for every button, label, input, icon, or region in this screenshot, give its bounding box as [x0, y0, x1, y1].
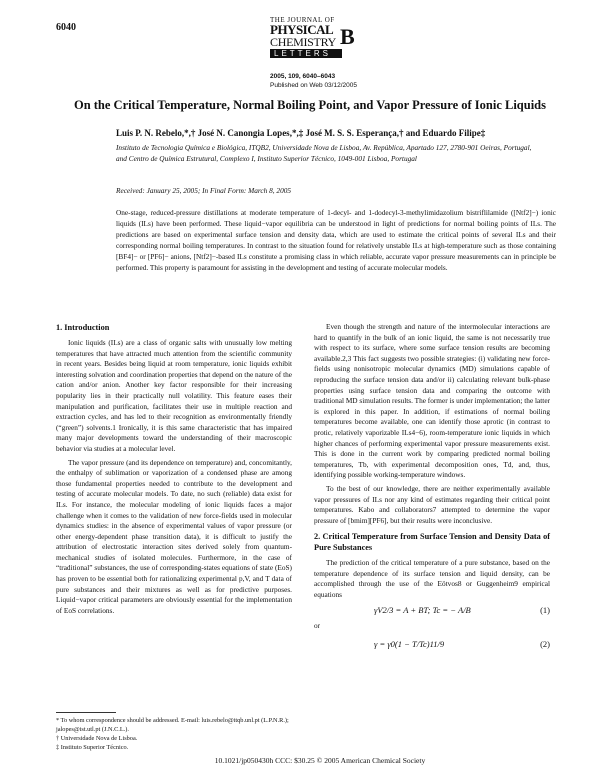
- footnote-corresponding: * To whom correspondence should be addressed. E-mail: luis.rebelo@itqb.unl.pt (L.P.N.R.); jalopes@ist.utl.pt (J.N.C.L.).: [56, 717, 289, 733]
- footnote-divider: [56, 712, 116, 713]
- publication-info: [270, 72, 357, 90]
- affiliation: Instituto de Tecnologia Química e Biológica, ITQB2, Universidade Nova de Lisboa, Av. República, Apartado 127, 2780-901 Oeiras, Portugal, and Centro de Química Estrutural, Complexo I, Instituto Superior Técnico, 1049-001 Lisboa, Portugal: [116, 143, 532, 163]
- section-heading-critical-temperature: 2. Critical Temperature from Surface Tension and Density Data of Pure Substances: [314, 532, 550, 553]
- logo-line-2: PHYSICAL: [270, 22, 334, 37]
- logo-bar: LETTERS: [270, 49, 342, 58]
- right-column: [314, 322, 550, 653]
- citation: 2005, 109, 6040–6043: [270, 73, 336, 80]
- section-heading-introduction: 1. Introduction: [56, 323, 110, 332]
- paragraph: Ionic liquids (ILs) are a class of organic salts with unusually low melting temperatures that have attracted much attention from the scientific community in recent years. Besides being liquid at room temperature, ionic liquids exhibit interesting solvation and coordination properties that depend on the nature of the cation and/or anion. Another key factor responsible for their increasing popularity lies in their practically null volatility. This feature eases their manipulation and purification, facilitates their use in multiple reaction and extraction cycles, and has led to their recognition as environmentally friendly (“green”) solvents.1 Ironically, it is this same characteristic that has impaired many major developments toward the understanding of their macroscopic behavior via studies at a molecular level.: [56, 338, 292, 453]
- equation-2: [314, 635, 550, 653]
- logo-line-1: THE JOURNAL OF: [270, 16, 335, 24]
- equation-1-expression: γV2/3 = A + BT; Tc = − A/B: [374, 604, 471, 615]
- equation-2-expression: γ = γ0(1 − T/Tc)11/9: [374, 639, 445, 650]
- article-title: On the Critical Temperature, Normal Boiling Point, and Vapor Pressure of Ionic Liquids: [73, 98, 547, 112]
- footnotes: [56, 716, 292, 752]
- logo-line-3: CHEMISTRY: [270, 35, 336, 49]
- equation-1-number: (1): [540, 604, 550, 615]
- equation-connector: or: [314, 620, 321, 630]
- page-footer: 10.1021/jp050430h CCC: $30.25 © 2005 American Chemical Society: [214, 756, 426, 765]
- abstract: One-stage, reduced-pressure distillations at moderate temperature of 1-decyl- and 1-dodecyl-3-methylimidazolium bistriflilamide ([Ntf2]−) ionic liquids (ILs) have been performed. These liquid−vapor equilibria can be understood in light of predictions for normal boiling points of ILs. The predictions are based on experimental surface tension and density data, which are used to estimate the critical points of several ILs and their corresponding normal boiling temperatures. In contrast to the situation found for relatively unstable ILs at high-temperature such as those containing [BF4]− or [PF6]− anions, [Ntf2]−-based ILs constitute a promising class in which reliable, accurate vapor pressure measurements can in principle be performed. This property is paramount for assisting in the development and testing of accurate molecular models.: [116, 208, 556, 272]
- journal-logo: [270, 16, 362, 58]
- authors: Luis P. N. Rebelo,*,† José N. Canongia Lopes,*,‡ José M. S. S. Esperança,† and Eduardo Filipe‡: [116, 128, 486, 138]
- footnote-dagger: † Universidade Nova de Lisboa.: [56, 735, 138, 742]
- equation-1: [314, 601, 550, 619]
- paragraph: The vapor pressure (and its dependence on temperature) and, concomitantly, the enthalpy of sublimation or vaporization of a condensed phase are among those fundamental properties needed to contribute to the development and testing of accurate molecular models. To date, no such (reliable) data exist for ILs. For instance, the molecular modeling of ionic liquids faces a major challenge when it comes to the validation of new force-fields used in molecular dynamics studies: in the absence of experimental values of vapor pressure (or other energy-dependent phase transition data), it is difficult to justify the attribution of electrostatic interaction sites derived solely from quantum-mechanical studies of isolated molecules. Furthermore, in the case of “traditional” substances, the use of corresponding-states equations of state (EoS) has proven to be essential both for rationalizing experimental p,V, and T data of pure substances and their mixtures as well as for predictive purposes. Liquid−vapor critical parameters are obviously essential for the implementation of EoS correlations.: [56, 457, 292, 615]
- paragraph: To the best of our knowledge, there are neither experimentally available vapor pressures of ILs nor any kind of estimates regarding their critical point temperatures. Kabo and collaborators7 attempted to determine the vapor pressure of [bmim][PF6], but their results were inconclusive.: [314, 483, 550, 525]
- left-column: [56, 322, 292, 616]
- page-number: 6040: [56, 22, 76, 33]
- published-date: Published on Web 03/12/2005: [270, 82, 357, 89]
- received-dates: Received: January 25, 2005; In Final Form: March 8, 2005: [116, 186, 292, 195]
- footnote-ddagger: ‡ Instituto Superior Técnico.: [56, 744, 129, 751]
- paragraph: Even though the strength and nature of the intermolecular interactions are hard to quantify in the bulk of an ionic liquid, the same is not necessarily true with respect to its surface, where some surface tension results are becoming available.2,3 This fact suggests two possible strategies: (i) validating new force-fields using nonisotropic molecular dynamics (MD) simulations capable of reproducing the surface tension data and/or ii) calculating relevant bulk-phase properties using surface tension data and comparing the outcome with traditional MD simulation results. The former is under implementation; the latter is explored in this paper. In addition, if estimations of normal boiling temperatures become available, one can identify those aprotic (in contrast to protic, relatively vaporizable ILs4−6), room-temperature ionic liquids in which higher chances of performing experimental vapor pressure measurements exist. This is done in the current work by comparing predicted normal boiling temperatures, Tb, with experimental decomposition ones, Td, and, thus, identifying possible working-temperature windows.: [314, 322, 550, 480]
- paragraph: The prediction of the critical temperature of a pure substance, based on the temperature dependence of its surface tension and liquid density, can be accomplished through the use of the Eötvos8 or Guggenheim9 empirical equations: [314, 558, 550, 600]
- logo-letter: B: [340, 24, 355, 49]
- equation-2-number: (2): [540, 639, 550, 650]
